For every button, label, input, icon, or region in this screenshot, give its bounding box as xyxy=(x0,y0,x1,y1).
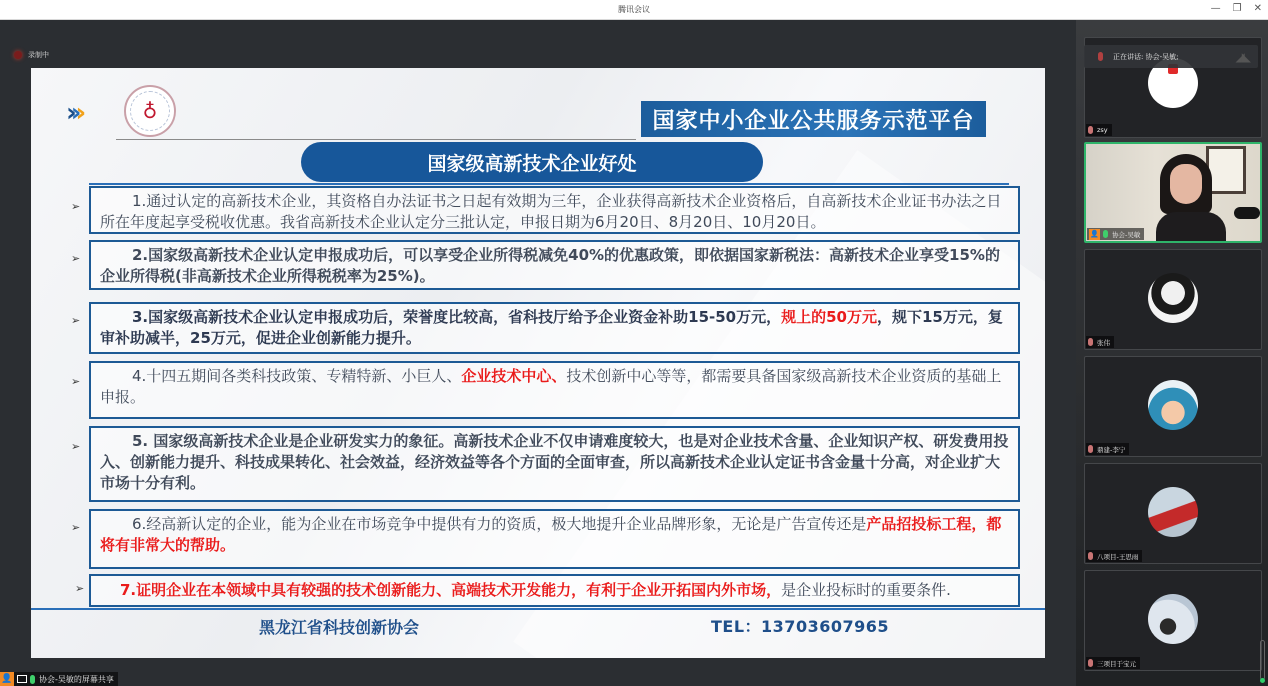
mic-on-icon xyxy=(1103,230,1108,238)
header-divider xyxy=(116,139,636,140)
participant-name-tag xyxy=(1086,336,1114,348)
participant-video xyxy=(1086,144,1260,241)
mic-muted-icon xyxy=(1088,445,1093,453)
host-avatar-icon: 👤 xyxy=(1,674,13,684)
host-badge-icon: 👤 xyxy=(1090,230,1099,238)
recording-label: 录制中 xyxy=(28,51,49,59)
avatar xyxy=(1148,594,1198,644)
participant-name-tag xyxy=(1087,228,1144,240)
participant-tile[interactable] xyxy=(1084,356,1262,457)
participant-name-tag xyxy=(1086,443,1129,455)
benefit-text: 技术创新中心等等，都需要具备国家级高新技术企业资质的基础上申报。 xyxy=(100,367,1002,406)
footer-phone: TEL：13703607965 xyxy=(711,617,890,636)
recording-indicator[interactable] xyxy=(14,50,49,60)
heading-underline xyxy=(89,183,1009,185)
benefit-text: 是企业投标时的重要条件. xyxy=(781,581,951,599)
participant-name-tag xyxy=(1086,657,1140,669)
triple-chevron-icon: ››› xyxy=(66,98,81,128)
benefit-highlight: 7.证明企业在本领域中具有较强的技术创新能力、高端技术开发能力，有利于企业开拓国内外市场， xyxy=(120,581,782,599)
avatar xyxy=(1148,273,1198,323)
participant-name-tag xyxy=(1086,124,1112,136)
benefit-text: 2.国家级高新技术企业认定申报成功后，可以享受企业所得税减免40%的优惠政策，即依据国家新税法：高新技术企业享受15%的企业所得税(非高新技术企业所得税税率为25%)。 xyxy=(100,246,1000,285)
participant-name-tag xyxy=(1086,550,1142,562)
benefit-highlight: 规上的50万元 xyxy=(781,308,877,326)
participants-panel xyxy=(1076,20,1268,686)
speaker-figure xyxy=(1156,154,1216,243)
minimize-button[interactable]: — xyxy=(1210,3,1221,14)
bullet-arrow-icon: ➢ xyxy=(71,521,81,534)
participant-name: 张伟 xyxy=(1097,338,1110,347)
participant-tile[interactable] xyxy=(1084,463,1262,564)
screen-share-icon xyxy=(17,675,27,683)
speaking-indicator xyxy=(1084,45,1258,68)
participant-tile[interactable] xyxy=(1084,249,1262,350)
benefit-text: 6.经高新认定的企业，能为企业在市场竞争中提供有力的资质，极大地提升企业品牌形象，无论是广告宣传还是 xyxy=(132,515,867,533)
footer-divider xyxy=(31,608,1045,610)
benefit-text: 4.十四五期间各类科技政策、专精特新、小巨人、 xyxy=(132,367,462,385)
avatar xyxy=(1148,380,1198,430)
bullet-arrow-icon: ➢ xyxy=(71,375,81,388)
logo-emblem-icon: ♁ xyxy=(130,91,170,131)
mic-muted-icon xyxy=(1088,126,1093,134)
benefit-text: 3.国家级高新技术企业认定申报成功后，荣誉度比较高，省科技厅给予企业资金补助15-50万元， xyxy=(132,308,782,326)
close-button[interactable]: ✕ xyxy=(1253,3,1262,14)
benefit-text: 5. 国家级高新技术企业是企业研发实力的象征。高新技术企业不仅申请难度较大，也是对企业技术含量、企业知识产权、研发费用投入、创新能力提升、科技成果转化、社会效益，经济效益等各个方面的全面审查，所以高新技术企业认定证书含金量十分高，对企业扩大市场十分有利。 xyxy=(100,432,1009,492)
meeting-logo-icon: ◢◣ xyxy=(1235,50,1248,64)
mic-on-icon xyxy=(30,675,35,684)
benefit-text: 1.通过认定的高新技术企业，其资格自办法证书之日起有效期为三年，企业获得高新技术企业资格后，自高新技术企业证书办法之日所在年度起享受税收优惠。我省高新技术企业认定分三批认定，申报日期为6月20日、8月20日、10月20日。 xyxy=(100,192,1002,231)
benefit-highlight: 企业技术中心、 xyxy=(461,367,567,385)
participant-name: 协会-吴敏 xyxy=(1112,230,1141,239)
benefit-text: ，规下15万元，复审补助减半，25万元，促进企业创新能力提升。 xyxy=(100,308,1003,347)
recording-dot-icon xyxy=(14,51,22,59)
slide-heading: 国家级高新技术企业好处 xyxy=(301,142,763,182)
participant-name: 三项目于宝元 xyxy=(1097,659,1136,668)
screen-share-label xyxy=(0,672,118,686)
bullet-arrow-icon: ➢ xyxy=(71,314,81,327)
participant-name: 鼎建-李宁 xyxy=(1097,445,1126,454)
scrollbar-thumb[interactable] xyxy=(1260,678,1265,683)
bullet-arrow-icon: ➢ xyxy=(71,440,81,453)
participant-tile-active-speaker[interactable] xyxy=(1084,142,1262,243)
share-owner-label: 协会-吴敏的屏幕共享 xyxy=(39,674,114,684)
footer-organization: 黑龙江省科技创新协会 xyxy=(259,618,420,637)
participants-scrollbar[interactable] xyxy=(1260,640,1265,680)
mic-muted-icon xyxy=(1088,338,1093,346)
mic-muted-icon xyxy=(1088,552,1093,560)
shared-slide xyxy=(31,68,1045,658)
mic-muted-icon xyxy=(1088,659,1093,667)
bullet-arrow-icon: ➢ xyxy=(71,252,81,265)
association-logo xyxy=(124,85,176,137)
bullet-arrow-icon: ➢ xyxy=(75,582,85,595)
participant-tile[interactable] xyxy=(1084,570,1262,671)
avatar xyxy=(1148,487,1198,537)
screen-share-stage xyxy=(0,20,1076,686)
microphone-prop xyxy=(1234,207,1260,219)
window-controls xyxy=(1211,3,1262,15)
window-title-bar xyxy=(0,0,1268,20)
restore-button[interactable]: ❐ xyxy=(1232,3,1242,14)
window-title: 腾讯会议 xyxy=(618,5,650,14)
benefit-highlight: 产品招投标工程，都将有非常大的帮助。 xyxy=(100,515,1002,554)
participant-name: 八项目-王思雨 xyxy=(1097,552,1139,561)
speaker-mic-icon xyxy=(1098,52,1103,61)
bullet-arrow-icon: ➢ xyxy=(71,200,81,213)
speaking-now-label: 正在讲话: 协会-吴敏; xyxy=(1113,52,1179,61)
participant-name: zsy xyxy=(1097,126,1108,134)
platform-banner: 国家中小企业公共服务示范平台 xyxy=(641,101,986,137)
